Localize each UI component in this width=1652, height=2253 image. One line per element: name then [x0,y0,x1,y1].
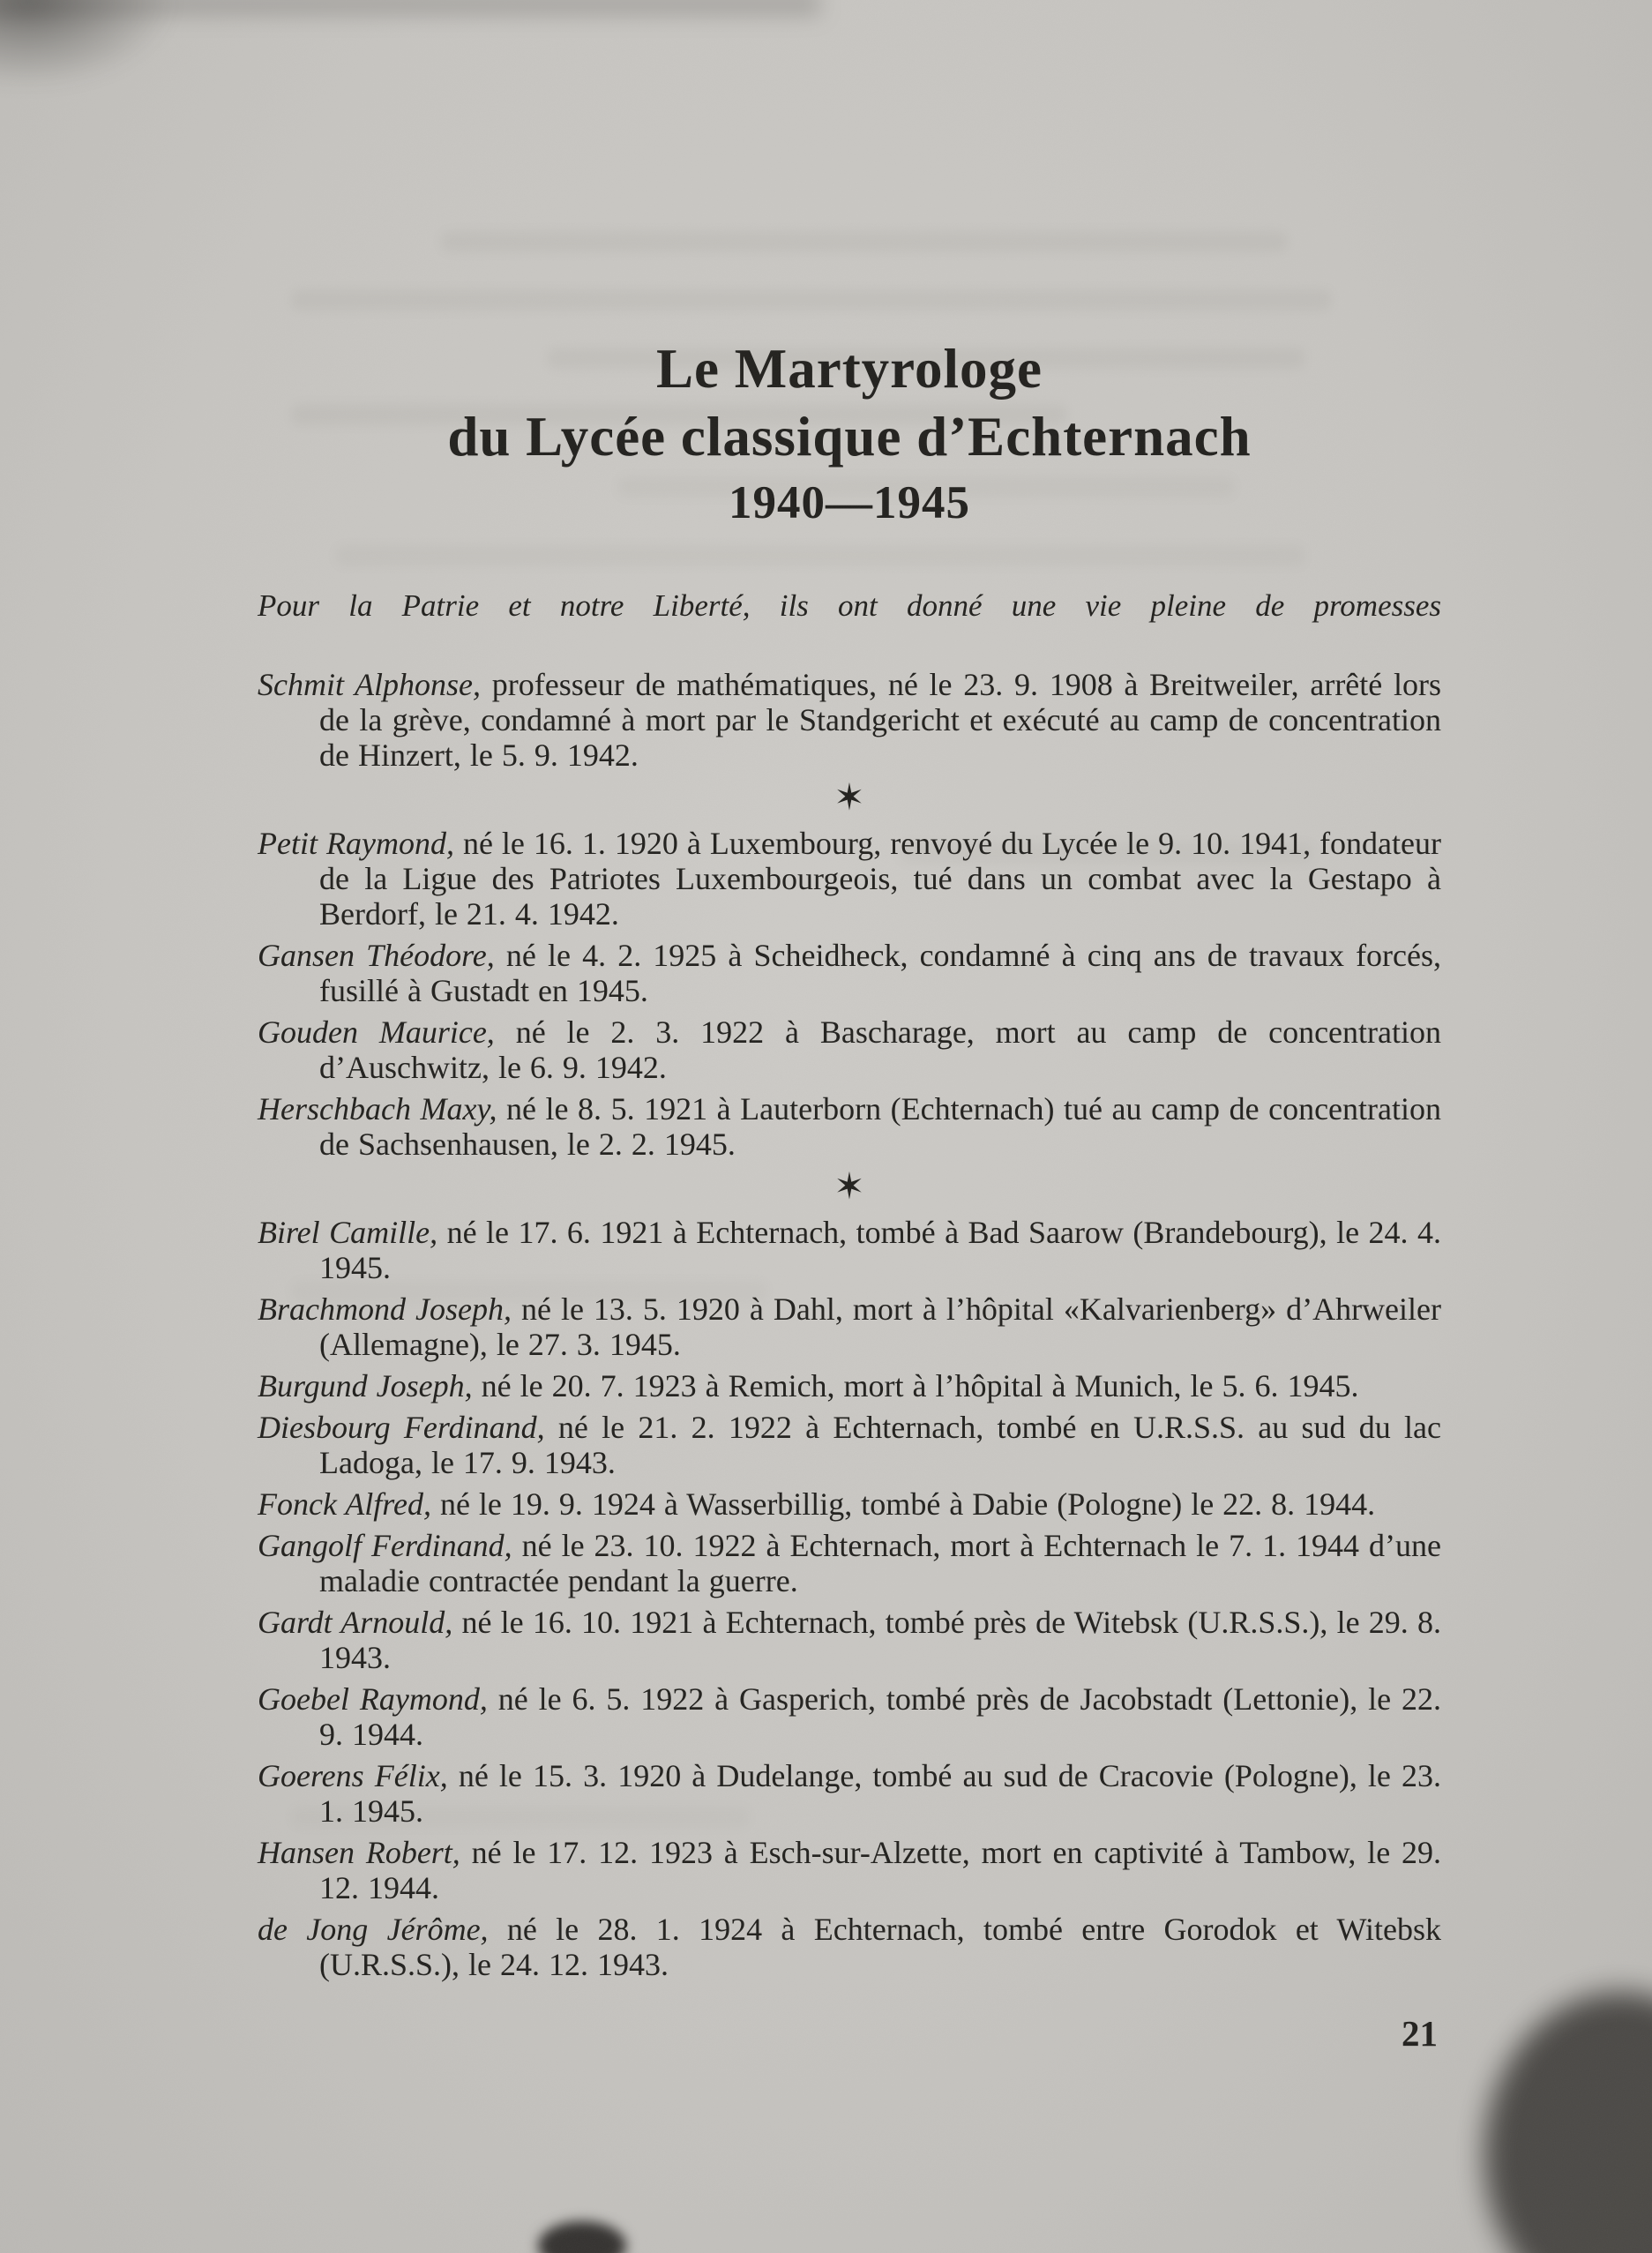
martyr-entry [258,1912,1441,1982]
martyr-text: né le 17. 12. 1923 à Esch-sur-Alzette, mort en captivité à Tambow, le 29. 12. 1944. [319,1835,1442,1905]
epigraph: Pour la Patrie et notre Liberté, ils ont donné une vie pleine de promesses [258,588,1441,623]
martyr-entry [258,1091,1441,1162]
martyr-name: Birel Camille, [258,1215,438,1250]
martyr-name: Goerens Félix, [258,1758,448,1793]
martyr-text: né le 13. 5. 1920 à Dahl, mort à l’hôpital «Kalvarienberg» d’Ahrweiler (Allemagne), le 27. 3. 1945. [319,1291,1442,1362]
martyr-entry [258,1681,1441,1752]
martyr-text: né le 15. 3. 1920 à Dudelange, tombé au sud de Cracovie (Pologne), le 23. 1. 1945. [319,1758,1442,1829]
martyr-entry [258,1215,1441,1285]
martyr-name: Petit Raymond, [258,826,454,861]
martyr-name: de Jong Jérôme, [258,1912,489,1947]
martyr-name: Gardt Arnould, [258,1605,453,1640]
martyr-text: né le 6. 5. 1922 à Gasperich, tombé près de Jacobstadt (Lettonie), le 22. 9. 1944. [319,1681,1442,1752]
martyr-name: Goebel Raymond, [258,1681,488,1717]
martyr-entry [258,1291,1441,1362]
martyr-text: né le 21. 2. 1922 à Echternach, tombé en U.R.S.S. au sud du lac Ladoga, le 17. 9. 1943. [319,1410,1442,1480]
martyr-entry [258,1758,1441,1829]
martyr-entry [258,826,1441,932]
title-line-2: du Lycée classique d’Echternach [447,406,1252,468]
star-separator-icon: ✶ [833,1167,865,1208]
martyr-name: Diesbourg Ferdinand, [258,1410,545,1445]
page-title [258,335,1441,535]
martyr-name: Schmit Alphonse, [258,667,482,702]
martyr-entry [258,1605,1441,1675]
martyr-text: né le 19. 9. 1924 à Wasserbillig, tombé à Dabie (Pologne) le 22. 8. 1944. [439,1486,1376,1522]
text-block [258,0,1441,2055]
martyr-text: né le 16. 1. 1920 à Luxembourg, renvoyé du Lycée le 9. 10. 1941, fondateur de la Ligue des Patriotes Luxembourgeois, tué dans un combat avec la Gestapo à Berdorf, le 21. 4. 1942. [319,826,1441,932]
martyr-entry [258,938,1441,1008]
martyr-text: né le 17. 6. 1921 à Echternach, tombé à Bad Saarow (Brandebourg), le 24. 4. 1945. [319,1215,1442,1285]
martyr-text: né le 2. 3. 1922 à Bascharage, mort au camp de concentration d’Auschwitz, le 6. 9. 1942. [319,1014,1442,1085]
martyr-text: né le 23. 10. 1922 à Echternach, mort à Echternach le 7. 1. 1944 d’une maladie contractée pendant la guerre. [319,1528,1441,1598]
martyr-name: Fonck Alfred, [258,1486,431,1522]
martyr-name: Burgund Joseph, [258,1368,473,1403]
martyr-text: né le 16. 10. 1921 à Echternach, tombé près de Witebsk (U.R.S.S.), le 29. 8. 1943. [319,1605,1441,1675]
martyr-text: né le 4. 2. 1925 à Scheidheck, condamné à cinq ans de travaux forcés, fusillé à Gustadt en 1945. [319,938,1442,1008]
martyr-entry [258,1410,1441,1480]
martyr-name: Gouden Maurice, [258,1014,495,1050]
scan-blob-bottom [538,2221,626,2253]
page-number: 21 [1402,2013,1438,2054]
scan-shadow-corner [0,0,176,88]
martyr-entry [258,667,1441,773]
martyr-text: né le 20. 7. 1923 à Remich, mort à l’hôpital à Munich, le 5. 6. 1945. [481,1368,1359,1403]
martyr-entry [258,1835,1441,1905]
martyr-text: professeur de mathématiques, né le 23. 9. 1908 à Breitweiler, arrêté lors de la grève, condamné à mort par le Standgericht et exécuté au camp de concentration de Hinzert, le 5. 9. 1942. [319,667,1441,773]
martyr-name: Herschbach Maxy, [258,1091,497,1126]
martyr-name: Gansen Théodore, [258,938,495,973]
martyr-text: né le 28. 1. 1924 à Echternach, tombé entre Gorodok et Witebsk (U.R.S.S.), le 24. 12. 1943. [319,1912,1442,1982]
martyr-entry [258,1486,1441,1522]
martyr-text: né le 8. 5. 1921 à Lauterborn (Echternach) tué au camp de concentration de Sachsenhausen, le 2. 2. 1945. [319,1091,1441,1162]
star-separator-icon: ✶ [833,778,865,819]
title-line-1: Le Martyrologe [656,338,1043,400]
scan-blob-right [1484,1992,1652,2253]
martyr-entry [258,1368,1441,1403]
title-years: 1940—1945 [729,477,970,528]
martyr-name: Brachmond Joseph, [258,1291,512,1327]
martyr-name: Hansen Robert, [258,1835,460,1870]
martyr-entry [258,1014,1441,1085]
martyr-name: Gangolf Ferdinand, [258,1528,512,1563]
martyrology-list [258,667,1441,1982]
martyr-entry [258,1528,1441,1598]
